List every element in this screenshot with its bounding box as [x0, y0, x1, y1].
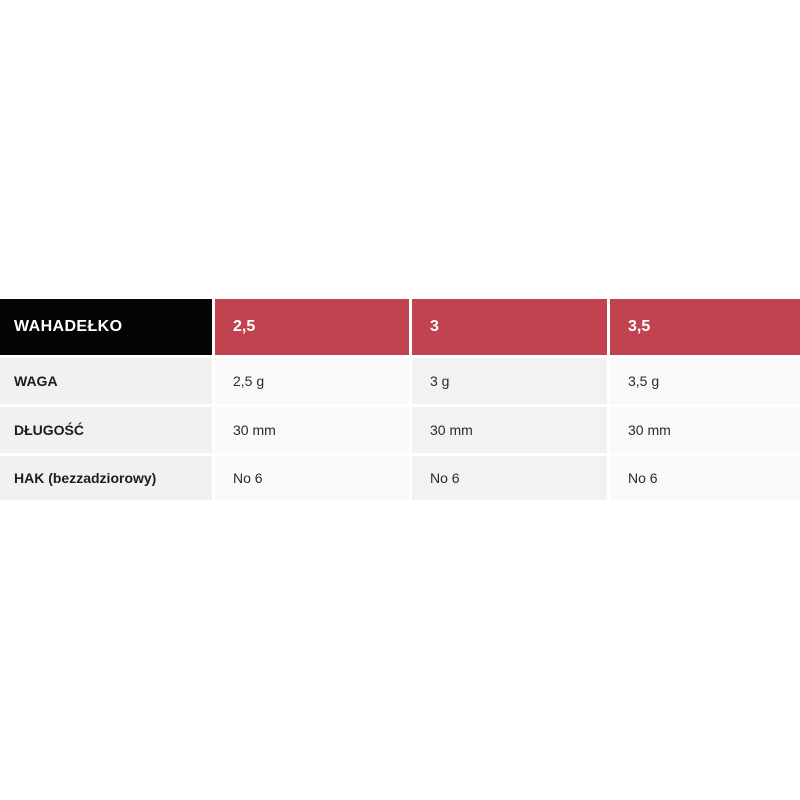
spec-cell-hak-2: No 6 [412, 456, 607, 500]
spec-row-label-hak: HAK (bezzadziorowy) [0, 456, 212, 500]
spec-cell-waga-2: 3 g [412, 358, 607, 404]
spec-cell-waga-3: 3,5 g [610, 358, 800, 404]
spec-table-col-header-1: 2,5 [215, 299, 409, 355]
spec-cell-dlugosc-1: 30 mm [215, 407, 409, 453]
spec-row-label-waga: WAGA [0, 358, 212, 404]
spec-cell-hak-1: No 6 [215, 456, 409, 500]
spec-row-label-dlugosc: DŁUGOŚĆ [0, 407, 212, 453]
spec-table-corner-header: WAHADEŁKO [0, 299, 212, 355]
product-spec-table [0, 299, 800, 500]
spec-cell-waga-1: 2,5 g [215, 358, 409, 404]
spec-cell-dlugosc-3: 30 mm [610, 407, 800, 453]
spec-table-col-header-3: 3,5 [610, 299, 800, 355]
spec-cell-dlugosc-2: 30 mm [412, 407, 607, 453]
spec-table-col-header-2: 3 [412, 299, 607, 355]
spec-cell-hak-3: No 6 [610, 456, 800, 500]
